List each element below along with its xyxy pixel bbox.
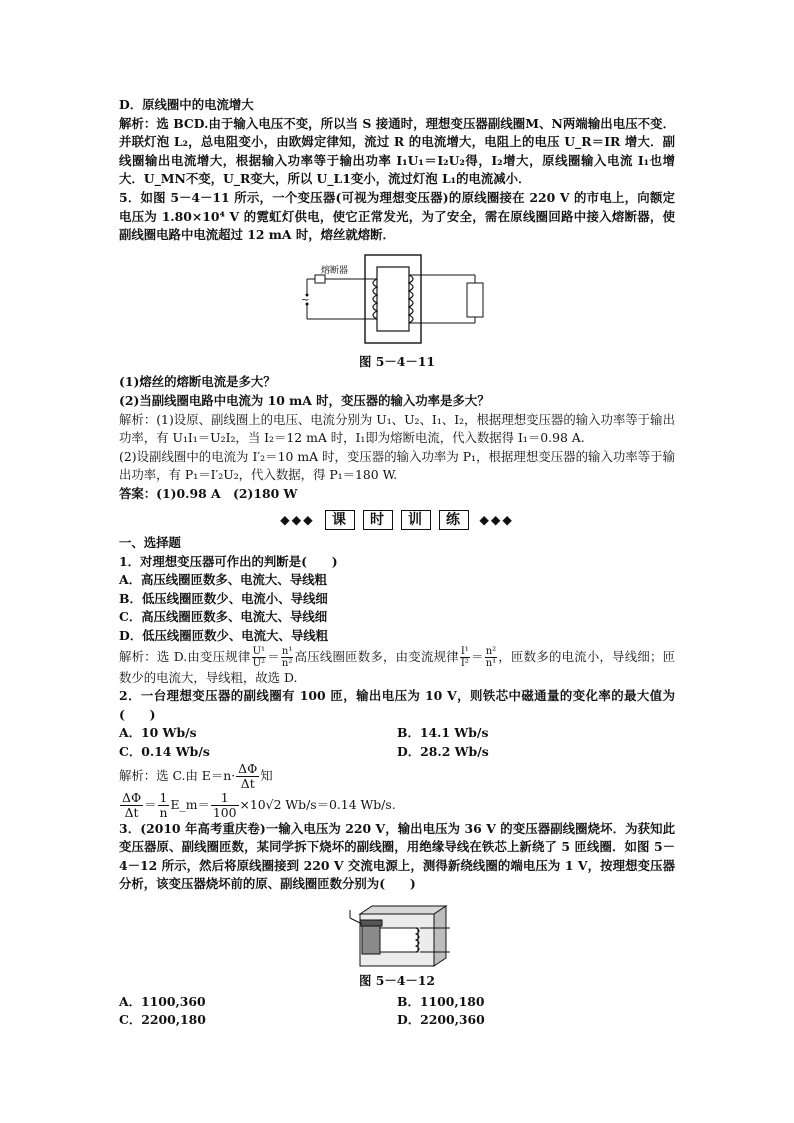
q3-option-c: C．2200,180: [119, 1012, 206, 1028]
document-page: [119, 96, 675, 1030]
fraction-dphi-dt-2: $\frac{\Delta\Phi}{\Delta t}$: [122, 789, 142, 820]
q2-stem: 2．一台理想变压器的副线圈有 100 匝，输出电压为 10 V，则铁芯中磁通量的变化率的最大值为( ): [119, 688, 675, 722]
section-title: 一、选择题: [119, 535, 181, 551]
option-d-prev: D．原线圈中的电流增大: [119, 97, 254, 112]
q5-solution-1: 解析：(1)设原、副线圈上的电压、电流分别为 U₁、U₂、I₁、I₂，根据理想变压器的输入功率等于输出功率，有 U₁I₁＝U₂I₂，当 I₂＝12 mA 时，I₁即为熔断电流，代入数据得 I₁＝0.98 A.: [119, 411, 675, 446]
q2-option-a: A．10 Wb/s: [119, 725, 197, 741]
figure-5-4-12-caption: 图 5－4－12: [359, 973, 435, 988]
q2-option-b: B．14.1 Wb/s: [397, 725, 489, 741]
q5-sub2: (2)当副线圈电路中电流为 10 mA 时，变压器的输入功率是多大？: [119, 392, 490, 408]
q2-solution-line-2: $\frac{\Delta\Phi}{\Delta t}$ ＝ $\frac{1}{n}$ E_m＝ $\frac{1}{100}$ ×10√2 Wb/s＝0.14 Wb/s.: [122, 789, 396, 820]
q1-sol-pre: 解析：选 D.由变压规律: [119, 648, 251, 664]
transformer-circuit-diagram: [297, 249, 497, 351]
q2-options-row-2: [119, 743, 675, 762]
banner-char-3: 训: [401, 510, 431, 531]
transformer-core-diagram: [342, 898, 452, 970]
q2-sol-pre: 解析：选 C.由 E＝n·: [119, 767, 236, 783]
banner-char-2: 时: [363, 510, 393, 531]
q2-option-d: D．28.2 Wb/s: [397, 744, 489, 760]
banner-diamonds-right: ◆◆◆: [479, 511, 514, 527]
q1-option-c: C．高压线圈匝数多、电流大、导线细: [119, 609, 328, 625]
q1-option-b: B．低压线圈匝数少、电流小、导线细: [119, 590, 328, 606]
fraction-u1-u2: $\frac{\text{U¹}}{\text{U²}}$: [252, 645, 266, 669]
q3-option-b: B．1100,180: [397, 993, 485, 1009]
ac-source-symbol: ~: [301, 294, 310, 306]
fraction-n1-n2: $\frac{\text{n¹}}{\text{n²}}$: [281, 645, 293, 669]
figure-5-4-12: [119, 898, 675, 970]
q1-sol-mid: 高压线圈匝数多，由变流规律: [294, 648, 459, 664]
q3-option-a: A．1100,360: [119, 993, 206, 1009]
fraction-1-n: $\frac{1}{n}$: [159, 789, 168, 820]
em-term: E_m＝: [170, 796, 210, 812]
banner-char-1: 课: [325, 510, 355, 531]
fraction-i1-i2: $\frac{\text{I¹}}{\text{I²}}$: [460, 645, 469, 669]
q3-options-row-2: [119, 1011, 675, 1030]
q2-sol-post: 知: [260, 767, 273, 783]
q3-options-row-1: [119, 993, 675, 1012]
q5-sub1: (1)熔丝的熔断电流是多大？: [119, 374, 276, 390]
analysis-prev: 解析：选 BCD.由于输入电压不变，所以当 S 接通时，理想变压器副线圈M、N两端输出电压不变．并联灯泡 L₂，总电阻变小，由欧姆定律知，流过 R 的电流增大，电阻上的电压 U_R＝IR 增大．副线圈输出电流增大，根据输入功率等于输出功率 I₁U₁＝I₂U₂得，I₂增大，原线圈输入电流 I₁也增大．U_MN不变，U_R变大，所以 U_L1变小，流过灯泡 L₁的电流减小．: [119, 115, 675, 187]
fraction-n2-n1: $\frac{\text{n²}}{\text{n¹}}$: [485, 645, 497, 669]
q3-stem: 3．(2010 年高考重庆卷)一输入电压为 220 V，输出电压为 36 V 的变压器副线圈烧坏．为获知此变压器原、副线圈匝数，某同学拆下烧坏的副线圈，用绝缘导线在铁芯上新绕了 5 匝线圈．如图 5－4－12 所示，然后将原线圈接到 220 V 交流电源上，测得新绕线圈的端电压为 1 V，按理想变压器分析，该变压器烧坏前的原、副线圈匝数分别为( ): [119, 820, 675, 892]
q2-option-c: C．0.14 Wb/s: [119, 744, 210, 760]
q1-stem: 1．对理想变压器可作出的判断是( ): [119, 553, 338, 569]
q3-option-d: D．2200,360: [397, 1012, 485, 1028]
q1-sol-post: ，匝数多的电流小，导线细；匝数少的电流大，导线粗，故选 D.: [119, 648, 676, 685]
q2-eq-tail: ×10√2 Wb/s＝0.14 Wb/s.: [239, 796, 396, 812]
fraction-1-100: $\frac{1}{100}$: [212, 789, 237, 820]
banner-char-4: 练: [439, 510, 469, 531]
section-banner: [119, 510, 675, 531]
q5-stem: 5．如图 5－4－11 所示，一个变压器(可视为理想变压器)的原线圈接在 220 V 的市电上，向额定电压为 1.80×10⁴ V 的霓虹灯供电，使它正常发光，为了安全，需在原线圈回路中接入熔断器，使副线圈电路中电流超过 12 mA 时，熔丝就熔断．: [119, 189, 675, 243]
fraction-dphi-dt: $\frac{\Delta\Phi}{\Delta t}$: [238, 760, 258, 791]
q2-solution-line-1: [119, 762, 675, 791]
figure-5-4-11: [119, 249, 675, 351]
figure-5-4-11-caption: 图 5－4－11: [359, 353, 435, 369]
banner-diamonds-left: ◆◆◆: [280, 511, 315, 527]
q2-options-row-1: [119, 724, 675, 743]
q1-option-d: D．低压线圈匝数少、电流大、导线粗: [119, 628, 328, 644]
q1-solution: 解析：选 D.由变压规律 $\frac{\text{U¹}}{\text{U²}}$ ＝ $\frac{\text{n¹}}{\text{n²}}$ 高压线圈匝数多，由变流规律 $\frac{\text{I¹}}{\text{I²}}$ ＝ $\frac{\text{n²}}{\text{n¹}}$ ，匝数多的电流小，导线细；匝数少的电流大，导线粗，故选 D.: [119, 645, 676, 685]
q5-answer: 答案：(1)0.98 A (2)180 W: [119, 485, 298, 501]
fuse-label: 熔断器: [321, 265, 349, 276]
q5-solution-2: (2)设副线圈中的电流为 I′₂＝10 mA 时，变压器的输入功率为 P₁，根据理想变压器的输入功率等于输出功率，有 P₁＝I′₂U₂，代入数据，得 P₁＝180 W.: [119, 448, 675, 483]
q1-option-a: A．高压线圈匝数多、电流大、导线粗: [119, 572, 327, 588]
